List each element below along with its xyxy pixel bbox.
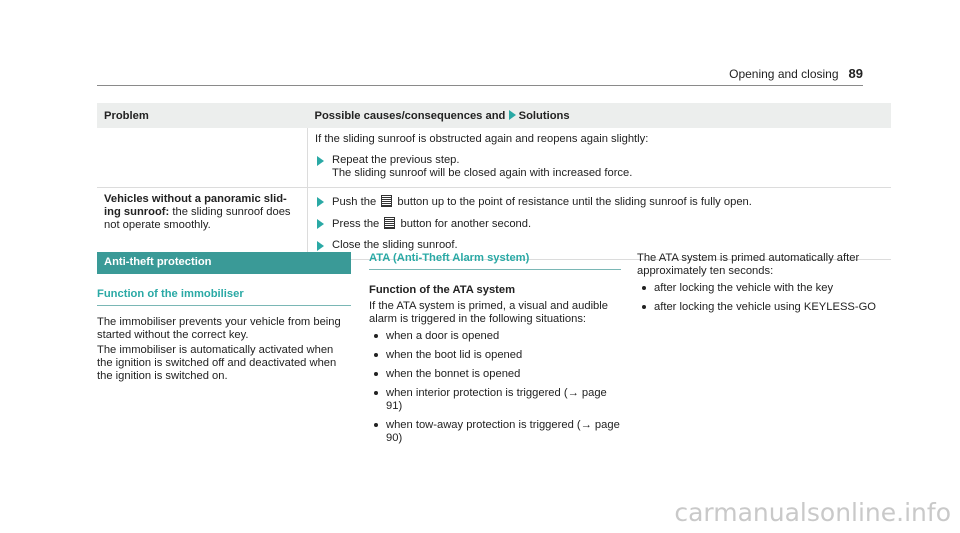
paragraph: The immobiliser is automatically activated when the ignition is switched off and deactivated when the ignition is switched on. (97, 344, 337, 382)
header-causes-label: Possible causes/consequences and (314, 110, 506, 122)
step-text: Press the (332, 218, 380, 230)
step-text: button for another second. (400, 218, 532, 230)
column-ata-primed (637, 252, 891, 320)
paragraph: The ATA system is primed automatically after approximately ten seconds: (637, 252, 860, 277)
list-item: when interior protection is triggered (→ page 91) (369, 387, 621, 413)
problem-table (97, 103, 891, 260)
situation-list (369, 330, 621, 445)
list-item: when the boot lid is opened (369, 349, 621, 362)
paragraph: If the ATA system is primed, a visual and audible alarm is triggered in the following situations: (369, 300, 608, 325)
solution-intro: If the sliding sunroof is obstructed again and reopens again slightly: (315, 133, 649, 145)
section-title: Opening and closing (729, 67, 839, 81)
play-arrow-icon (317, 241, 324, 251)
play-arrow-icon (317, 156, 324, 166)
problem-text: the sliding sunroof does not operate smoothly. (104, 206, 291, 231)
step-text: Close the sliding sunroof. (332, 239, 458, 251)
list-item: when a door is opened (369, 330, 621, 343)
column-ata (369, 252, 621, 451)
solution-step (315, 239, 884, 252)
list-item: after locking the vehicle using KEYLESS-GO (637, 301, 891, 314)
play-arrow-icon (317, 197, 324, 207)
heading: Function of the ATA system (369, 284, 516, 296)
solution-cell (308, 128, 892, 188)
play-arrow-icon (509, 110, 516, 120)
list-item: after locking the vehicle with the key (637, 282, 891, 295)
watermark: carmanualsonline.info (674, 498, 951, 527)
primed-list (637, 282, 891, 314)
sunroof-button-icon (381, 195, 392, 207)
step-result: The sliding sunroof will be closed again with increased force. (332, 167, 633, 179)
page-header (729, 66, 863, 81)
problem-bold: Vehicles without a panoramic slid-ing sunroof: (104, 193, 287, 218)
solution-step (315, 217, 884, 231)
header-divider (97, 85, 863, 86)
problem-header: Problem (97, 103, 308, 128)
subheading: Function of the immobiliser (97, 288, 351, 306)
header-solutions-label: Solutions (518, 110, 570, 122)
list-item: when the bonnet is opened (369, 368, 621, 381)
solutions-header (308, 103, 892, 128)
table-header-row (97, 103, 891, 128)
page-number: 89 (848, 66, 863, 81)
subheading: ATA (Anti-Theft Alarm system) (369, 252, 621, 270)
solution-step (315, 154, 884, 180)
step-text: Push the (332, 196, 377, 208)
problem-cell (97, 128, 308, 188)
solution-step (315, 195, 884, 209)
play-arrow-icon (317, 219, 324, 229)
list-item: when tow-away protection is triggered (→ page 90) (369, 419, 621, 445)
section-banner: Anti-theft protection (97, 252, 351, 274)
table-row (97, 128, 891, 188)
solution-cell (308, 188, 892, 260)
table-row (97, 188, 891, 260)
sunroof-button-icon (384, 217, 395, 229)
step-text: button up to the point of resistance until the sliding sunroof is fully open. (397, 196, 752, 208)
problem-cell (97, 188, 308, 260)
column-antitheft (97, 252, 351, 383)
paragraph: The immobiliser prevents your vehicle from being started without the correct key. (97, 316, 341, 341)
step-text: Repeat the previous step. (332, 154, 460, 166)
